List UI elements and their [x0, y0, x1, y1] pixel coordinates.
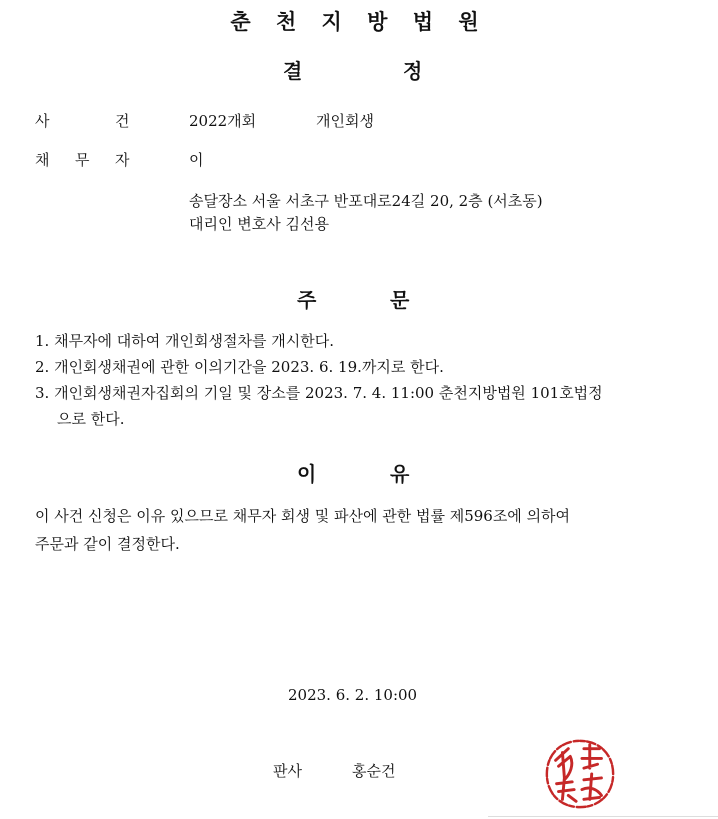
reason-line-1: 이 사건 신청은 이유 있으므로 채무자 회생 및 파산에 관한 법률 제596조에 의하여	[35, 507, 571, 525]
debtor-name: 이	[189, 151, 204, 169]
case-label-char-2: 건	[115, 112, 130, 130]
debtor-label-char-2: 무	[75, 151, 90, 169]
judge-name: 홍순건	[352, 762, 396, 780]
reason-title-right: 유	[390, 462, 410, 486]
judge-title: 판사	[273, 762, 302, 780]
order-item-3-line-1: 3. 개인회생채권자집회의 기일 및 장소를 2023. 7. 4. 11:00 춘천지방법원 101호법정	[35, 384, 603, 402]
order-title-left: 주	[297, 288, 317, 312]
debtor-label-char-3: 자	[115, 151, 130, 169]
document-title-left: 결	[283, 59, 303, 83]
order-item-2: 2. 개인회생채권에 관한 이의기간을 2023. 6. 19.까지로 한다.	[35, 358, 444, 376]
reason-line-2: 주문과 같이 결정한다.	[35, 535, 180, 553]
case-number: 2022개회	[189, 112, 257, 130]
case-type: 개인회생	[316, 112, 374, 130]
reason-title-left: 이	[297, 462, 317, 486]
delivery-address: 송달장소 서울 서초구 반포대로24길 20, 2층 (서초동)	[189, 192, 543, 210]
court-name: 춘 천 지 방 법 원	[230, 10, 488, 34]
case-label-char-1: 사	[35, 112, 50, 130]
order-item-3-line-2: 으로 한다.	[57, 410, 125, 428]
judge-seal-icon	[541, 735, 619, 813]
legal-agent: 대리인 변호사 김선용	[189, 215, 329, 233]
order-title-right: 문	[390, 288, 410, 312]
page-edge-line	[488, 816, 718, 817]
decision-date: 2023. 6. 2. 10:00	[288, 686, 418, 704]
debtor-label-char-1: 채	[35, 151, 50, 169]
document-title-right: 정	[403, 59, 423, 83]
order-item-1: 1. 채무자에 대하여 개인회생절차를 개시한다.	[35, 332, 334, 350]
